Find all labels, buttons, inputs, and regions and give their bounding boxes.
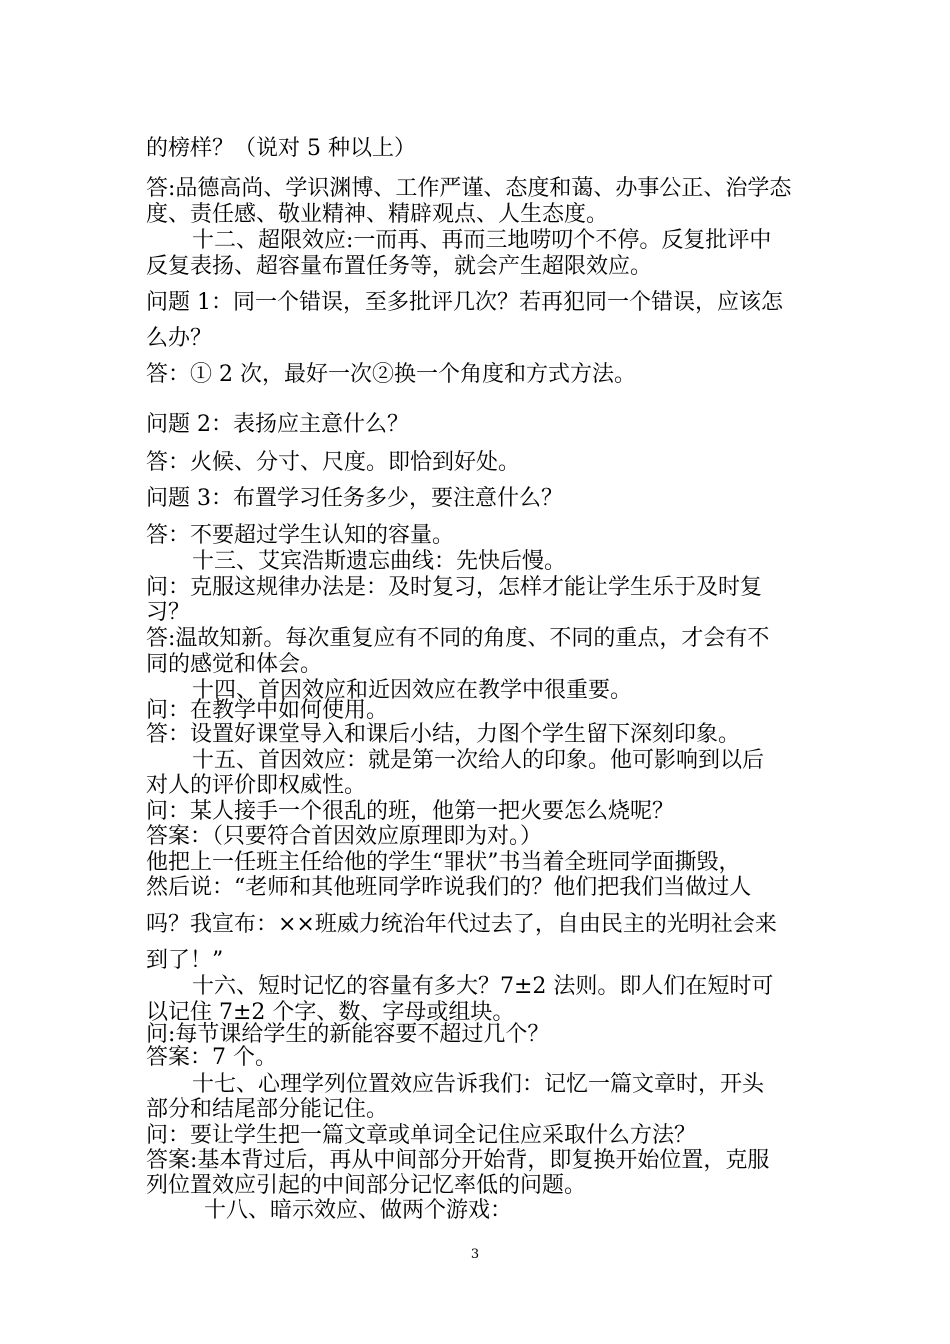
question-line: 问：某人接手一个很乱的班，他第一把火要怎么烧呢？: [146, 799, 675, 824]
answer-line: 列位置效应引起的中间部分记忆率低的问题。: [146, 1173, 587, 1198]
section-heading: 十五、首因效应：就是第一次给人的印象。他可影响到以后: [192, 748, 765, 773]
text-line: 他把上一任班主任给他的学生“罪状”书当着全班同学面撕毁，: [146, 850, 741, 875]
answer-line: 答案：7 个。: [146, 1045, 277, 1070]
question-line: 问题 3：布置学习任务多少，要注意什么？: [146, 486, 563, 511]
text-line: 的榜样？（说对 5 种以上）: [146, 136, 416, 161]
text-line: 反复表扬、超容量布置任务等，就会产生超限效应。: [146, 254, 653, 279]
answer-line: 答:温故知新。每次重复应有不同的角度、不同的重点，才会有不: [146, 626, 770, 651]
question-line: 问：克服这规律办法是：及时复习，怎样才能让学生乐于及时复: [146, 575, 763, 600]
question-line: 问:每节课给学生的新能容要不超过几个？: [146, 1022, 550, 1047]
text-line: 吗？我宣布：××班威力统治年代过去了，自由民主的光明社会来: [146, 912, 777, 937]
answer-line: 答：不要超过学生认知的容量。: [146, 523, 455, 548]
text-line: 以记住 7±2 个字、数、字母或组块。: [146, 1000, 515, 1025]
answer-line: 答：① 2 次，最好一次②换一个角度和方式方法。: [146, 362, 636, 387]
question-line: 问题 2：表扬应主意什么？: [146, 412, 409, 437]
text-line: 答:品德高尚、学识渊博、工作严谨、态度和蔼、办事公正、治学态: [146, 176, 792, 201]
section-heading: 十八、暗示效应、做两个游戏：: [204, 1198, 513, 1223]
text-line: 到了！”: [146, 948, 224, 973]
text-line: 对人的评价即权威性。: [146, 773, 367, 798]
answer-line: 答：设置好课堂导入和课后小结，力图个学生留下深刻印象。: [146, 722, 741, 747]
section-heading: 十二、超限效应:一而再、再而三地唠叨个不停。反复批评中: [192, 228, 772, 253]
section-heading: 十七、心理学列位置效应告诉我们：记忆一篇文章时，开头: [192, 1072, 765, 1097]
question-line: 问：在教学中如何使用。: [146, 698, 389, 723]
text-line: 部分和结尾部分能记住。: [146, 1097, 389, 1122]
answer-line: 答案:基本背过后，再从中间部分开始背，即复换开始位置，克服: [146, 1148, 770, 1173]
question-line: 问：要让学生把一篇文章或单词全记住应采取什么方法？: [146, 1123, 697, 1148]
answer-line: 同的感觉和体会。: [146, 652, 323, 677]
answer-line: 答案：（只要符合首因效应原理即为对。）: [146, 824, 543, 849]
question-line: 习？: [146, 600, 191, 625]
question-line: 么办？: [146, 326, 213, 351]
text-line: 然后说：“老师和其他班同学昨说我们的？他们把我们当做过人: [146, 875, 752, 900]
section-heading: 十三、艾宾浩斯遗忘曲线：先快后慢。: [192, 549, 567, 574]
section-heading: 十六、短时记忆的容量有多大？7±2 法则。即人们在短时可: [192, 974, 774, 999]
answer-line: 答：火候、分寸、尺度。即恰到好处。: [146, 450, 521, 475]
page-number: 3: [470, 1247, 480, 1262]
section-heading: 十四、首因效应和近因效应在教学中很重要。: [192, 678, 633, 703]
text-line: 度、责任感、敬业精神、精辟观点、人生态度。: [146, 202, 609, 227]
question-line: 问题 1：同一个错误，至多批评几次？若再犯同一个错误，应该怎: [146, 290, 783, 315]
